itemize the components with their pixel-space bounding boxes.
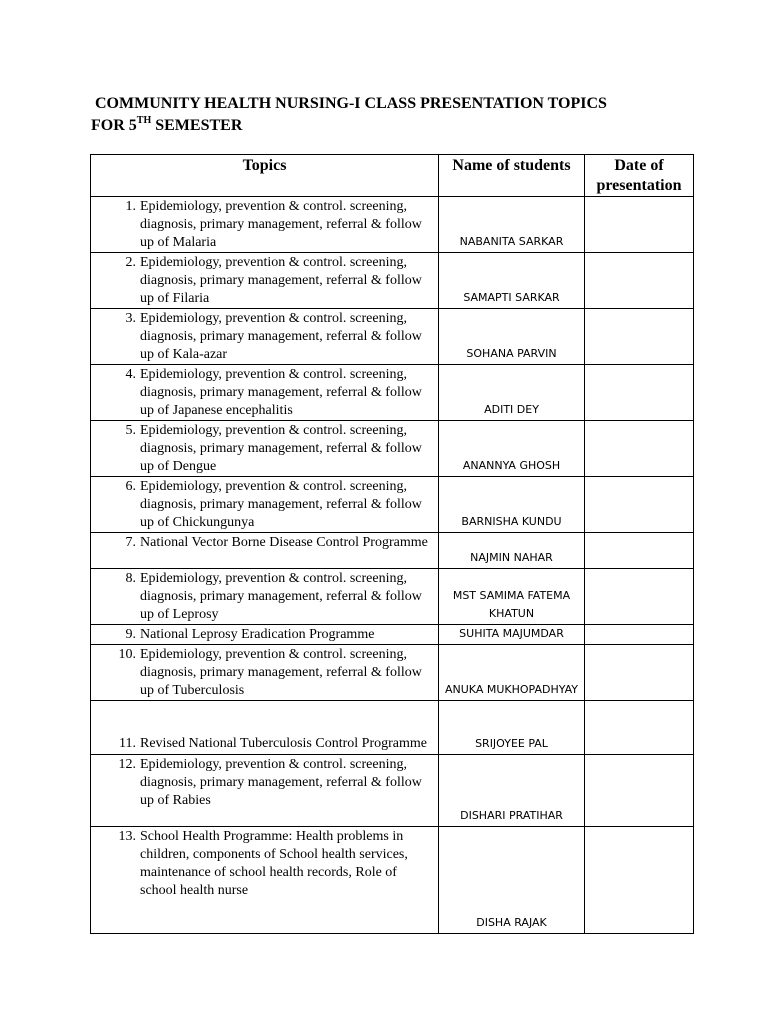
document-title	[91, 93, 691, 137]
topic-text: Epidemiology, prevention & control. screening, diagnosis, primary management, referral & follow up of Kala-azar	[140, 311, 422, 362]
superscript: TH	[136, 114, 152, 126]
row-number: 8.	[125, 571, 136, 586]
student-name: NABANITA SARKAR	[439, 197, 585, 253]
table-row	[91, 645, 694, 701]
student-name: SOHANA PARVIN	[439, 309, 585, 365]
topic-text: Epidemiology, prevention & control. screening, diagnosis, primary management, referral & follow up of Leprosy	[140, 571, 422, 622]
student-name: ANUKA MUKHOPADHYAY	[439, 645, 585, 701]
header-students: Name of students	[439, 155, 585, 197]
student-name: ANANNYA GHOSH	[439, 421, 585, 477]
date-cell	[585, 533, 694, 569]
row-number: 4.	[125, 367, 136, 382]
student-name: NAJMIN NAHAR	[439, 533, 585, 569]
table-header-row	[91, 155, 694, 197]
topic-text: School Health Programme: Health problems in children, components of School health services, maintenance of school health records, Role of school health nurse	[140, 829, 408, 898]
date-cell	[585, 421, 694, 477]
date-cell	[585, 253, 694, 309]
row-number: 1.	[125, 199, 136, 214]
table-row	[91, 477, 694, 533]
table-row	[91, 309, 694, 365]
topic-text: Epidemiology, prevention & control. screening, diagnosis, primary management, referral & follow up of Japanese encephalitis	[140, 367, 422, 418]
student-name: SAMAPTI SARKAR	[439, 253, 585, 309]
table-row	[91, 533, 694, 569]
topic-text: National Leprosy Eradication Programme	[140, 627, 375, 642]
table-row	[91, 197, 694, 253]
date-cell	[585, 645, 694, 701]
date-cell	[585, 309, 694, 365]
row-number: 2.	[125, 255, 136, 270]
table-row	[91, 421, 694, 477]
row-number: 5.	[125, 423, 136, 438]
title-line-1: COMMUNITY HEALTH NURSING-I CLASS PRESENTATION TOPICS	[95, 95, 607, 112]
date-cell	[585, 569, 694, 625]
student-name: ADITI DEY	[439, 365, 585, 421]
student-name: SRIJOYEE PAL	[439, 701, 585, 755]
row-number: 11.	[119, 736, 136, 751]
table-row	[91, 755, 694, 827]
row-number: 9.	[125, 627, 136, 642]
row-number: 10.	[118, 647, 136, 662]
table-row	[91, 827, 694, 934]
topic-text: Revised National Tuberculosis Control Programme	[140, 736, 427, 751]
student-name: DISHARI PRATIHAR	[439, 755, 585, 827]
date-cell	[585, 827, 694, 934]
topic-text: National Vector Borne Disease Control Programme	[140, 535, 428, 550]
header-topics: Topics	[91, 155, 439, 197]
table-row	[91, 701, 694, 755]
title-line-2: FOR 5TH SEMESTER	[91, 114, 243, 134]
table-row	[91, 625, 694, 645]
topic-text: Epidemiology, prevention & control. screening, diagnosis, primary management, referral & follow up of Filaria	[140, 255, 422, 306]
topic-text: Epidemiology, prevention & control. screening, diagnosis, primary management, referral & follow up of Rabies	[140, 757, 422, 808]
topic-text: Epidemiology, prevention & control. screening, diagnosis, primary management, referral & follow up of Tuberculosis	[140, 647, 422, 698]
student-name: DISHA RAJAK	[439, 827, 585, 934]
row-number: 6.	[125, 479, 136, 494]
date-cell	[585, 365, 694, 421]
student-name: BARNISHA KUNDU	[439, 477, 585, 533]
date-cell	[585, 625, 694, 645]
table-row	[91, 569, 694, 625]
table-row	[91, 253, 694, 309]
topic-text: Epidemiology, prevention & control. screening, diagnosis, primary management, referral & follow up of Dengue	[140, 423, 422, 474]
row-number: 12.	[118, 757, 136, 772]
student-name: MST SAMIMA FATEMA KHATUN	[439, 569, 585, 625]
table-row	[91, 365, 694, 421]
row-number: 13.	[118, 829, 136, 844]
date-cell	[585, 197, 694, 253]
row-number: 3.	[125, 311, 136, 326]
presentation-topics-table	[90, 154, 694, 934]
header-date: Date of presentation	[585, 155, 694, 197]
student-name: SUHITA MAJUMDAR	[439, 625, 585, 645]
date-cell	[585, 755, 694, 827]
row-number: 7.	[125, 535, 136, 550]
topic-text: Epidemiology, prevention & control. screening, diagnosis, primary management, referral & follow up of Malaria	[140, 199, 422, 250]
topic-text: Epidemiology, prevention & control. screening, diagnosis, primary management, referral & follow up of Chickungunya	[140, 479, 422, 530]
date-cell	[585, 701, 694, 755]
date-cell	[585, 477, 694, 533]
